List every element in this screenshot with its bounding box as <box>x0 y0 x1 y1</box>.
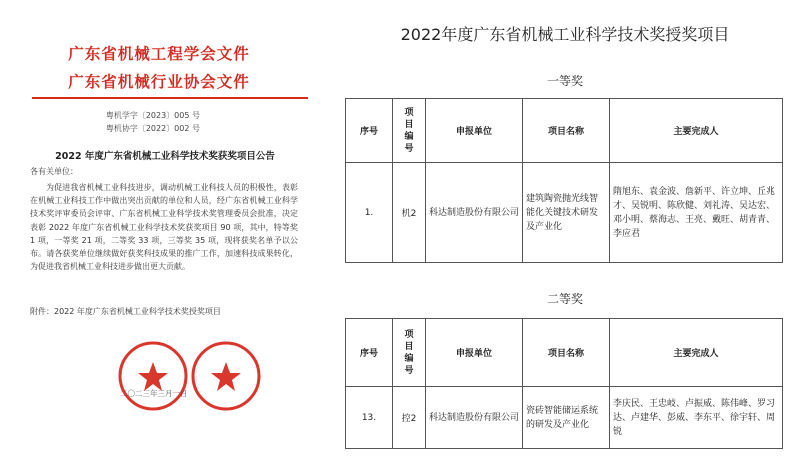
cell-project: 瓷砖智能储运系统的研发及产业化 <box>523 387 610 449</box>
cell-unit: 科达制造股份有限公司 <box>426 387 523 449</box>
cell-project: 建筑陶瓷抛光线智能化关键技术研发及产业化 <box>523 163 610 263</box>
seal-association-icon <box>193 343 259 409</box>
table-header-row <box>346 99 783 163</box>
header-society: 广东省机械工程学会文件 <box>68 44 250 63</box>
header-divider <box>32 97 308 99</box>
cell-seq: 13. <box>346 387 393 449</box>
table-row <box>346 163 783 263</box>
attachment-note: 附件：2022 年度广东省机械工业科学技术奖授奖项目 <box>30 307 221 316</box>
header-seq: 序号 <box>346 99 393 163</box>
issue-date: 二〇二三年三月一日 <box>120 389 188 398</box>
second-prize-table <box>345 318 783 449</box>
announcement-title: 2022 年度广东省机械工业科学技术奖获奖项目公告 <box>55 151 275 162</box>
cell-members: 李庆民、王忠岐、卢振威、陈伟峰、罗习达、卢建华、彭威、李东平、徐宇轩、周锐 <box>610 387 783 449</box>
header-project: 项目名称 <box>523 99 610 163</box>
header-unit: 申报单位 <box>426 319 523 387</box>
announcement-body: 为促进我省机械工业科技进步，调动机械工业科技人员的积极性，表彰在机械工业科技工作中做出突出贡献的单位和人员，经广东省机械工业科学技术奖评审委员会评审、广东省机械工业科学技术奖管理委员会批准，决定表彰 2022 年度广东省机械工业科学技术奖获奖项目 90 项，其中，特等奖 1 项，一等奖 21 项，二等奖 33 项，三等奖 35 项，现将获奖名单予以公布。请各获奖单位继续做好获奖科技成果的推广工作，加速科技成果转化，为促进我省机械工业科技进步做出更大贡献。 <box>30 183 298 272</box>
header-item-no: 项目编号 <box>393 319 426 387</box>
table-header-row <box>346 319 783 387</box>
header-seq: 序号 <box>346 319 393 387</box>
table-row <box>346 387 783 449</box>
official-seals <box>108 336 288 416</box>
header-members: 主要完成人 <box>610 319 783 387</box>
reference-number-1: 粤机学字〔2023〕005 号 <box>105 111 200 120</box>
header-members: 主要完成人 <box>610 99 783 163</box>
salutation: 各有关单位： <box>30 167 78 176</box>
header-association: 广东省机械行业协会文件 <box>68 72 250 91</box>
header-unit: 申报单位 <box>426 99 523 163</box>
cell-item-no: 控2 <box>393 387 426 449</box>
cell-item-no: 机2 <box>393 163 426 263</box>
cell-members: 隋旭东、袁金波、詹新平、许立坤、丘兆才、吴锐明、陈欣健、刘礼涛、吴达宏、邓小明、蔡海志、王亮、戴旺、胡青青、李应君 <box>610 163 783 263</box>
cell-unit: 科达制造股份有限公司 <box>426 163 523 263</box>
award-list-page <box>330 0 800 467</box>
reference-number-2: 粤机协字〔2022〕002 号 <box>105 124 200 133</box>
header-item-no: 项目编号 <box>393 99 426 163</box>
announcement-document <box>0 0 318 467</box>
section-second-prize: 二等奖 <box>546 292 583 306</box>
header-project: 项目名称 <box>523 319 610 387</box>
award-list-title: 2022年度广东省机械工业科学技术奖授奖项目 <box>400 25 730 44</box>
first-prize-table <box>345 98 783 263</box>
section-first-prize: 一等奖 <box>546 74 583 88</box>
seal-society-icon <box>120 343 186 409</box>
cell-seq: 1. <box>346 163 393 263</box>
